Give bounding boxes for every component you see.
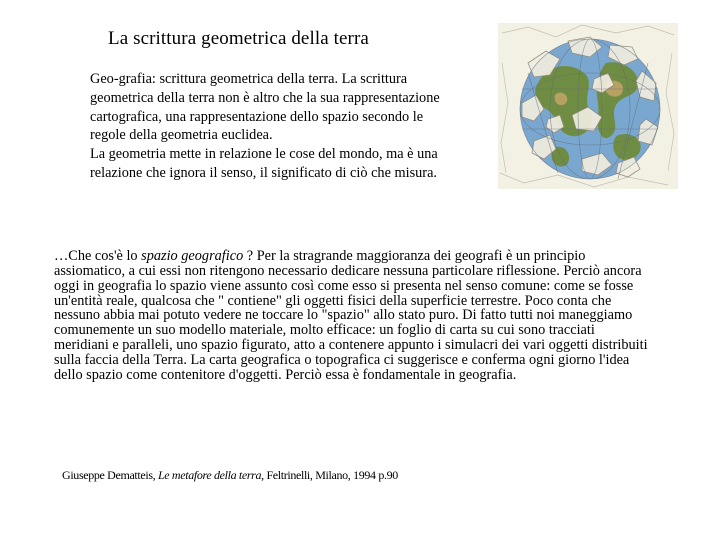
intro-paragraph-2: La geometria mette in relazione le cose del mondo, ma è una relazione che ignora il senso, il significato di ciò che misura. <box>90 146 438 181</box>
intro-paragraph-1: Geo-grafia: scrittura geometrica della terra. La scrittura geometrica della terra non è altro che la sua rappresentazione cartografica, una rappresentazione dello spazio secondo le regole della geometria euclidea. <box>90 71 440 144</box>
citation-book-title: Le metafore della terra <box>157 468 262 482</box>
intro-text <box>90 70 440 183</box>
citation <box>62 468 662 483</box>
slide-title: La scrittura geometrica della terra <box>108 28 369 49</box>
body-text-rest: ? Per la stragrande maggioranza dei geografi è un principio assiomatico, a cui essi non ritengono necessario dedicare nessuna particolare riflessione. Perciò ancora oggi in geografia lo spazio viene assunto così come esso si presenta nel senso comune: come se fosse un'entità reale, qualcosa che " contiene" gli oggetti fisici della superficie terrestre. Poco conta che nessuno abbia mai potuto vedere ne toccare lo "spazio" allo stato puro. Di fatto tutti noi maneggiamo comunemente un suo modello materiale, molto efficace: un foglio di carta su cui sono tracciati meridiani e paralleli, uno spazio figurato, atto a contenere appunto i simulacri dei vari oggetti distribuiti sulla faccia della Terra. La carta geografica o topografica ci suggerisce e conferma ogni giorno l'idea dello spazio come contenitore d'oggetti. Perciò essa è fondamentale in geografia. <box>54 248 648 383</box>
citation-author: Giuseppe Dematteis, <box>62 468 158 482</box>
citation-publisher: , Feltrinelli, Milano, 1994 p.90 <box>261 468 398 482</box>
body-italic-term: spazio geografico <box>141 248 244 264</box>
paper-globe-illustration <box>498 23 678 189</box>
body-text-start: …Che cos'è lo <box>54 248 142 264</box>
main-paragraph <box>54 249 652 383</box>
